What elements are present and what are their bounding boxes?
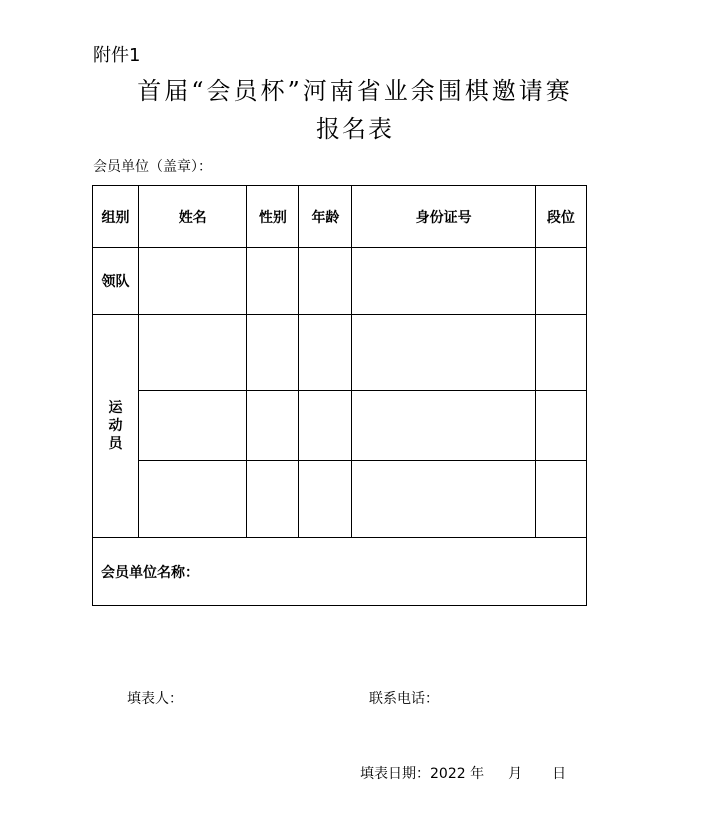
unit-name-row bbox=[93, 538, 587, 606]
registration-table bbox=[92, 185, 587, 606]
header-row bbox=[93, 186, 587, 248]
athlete-row-2 bbox=[93, 391, 587, 461]
athlete-3-gender-cell[interactable] bbox=[247, 461, 299, 538]
leader-id-cell[interactable] bbox=[352, 248, 535, 315]
unit-name-label[interactable]: 会员单位名称： bbox=[93, 538, 587, 606]
athlete-1-age-cell[interactable] bbox=[299, 315, 352, 391]
fill-date-day-unit: 日 bbox=[552, 766, 567, 782]
filler-label: 填表人： bbox=[127, 691, 183, 707]
athlete-2-rank-cell[interactable] bbox=[535, 391, 586, 461]
athlete-1-rank-cell[interactable] bbox=[535, 315, 586, 391]
header-name: 姓名 bbox=[139, 186, 247, 248]
leader-name-cell[interactable] bbox=[139, 248, 247, 315]
athlete-1-id-cell[interactable] bbox=[352, 315, 535, 391]
attachment-label: 附件1 bbox=[93, 45, 141, 66]
athlete-3-rank-cell[interactable] bbox=[535, 461, 586, 538]
fill-date-month-unit: 月 bbox=[508, 766, 523, 782]
athlete-label-cell bbox=[93, 315, 139, 538]
leader-rank-cell[interactable] bbox=[535, 248, 586, 315]
athlete-2-gender-cell[interactable] bbox=[247, 391, 299, 461]
form-title: 首届“会员杯”河南省业余围棋邀请赛 bbox=[137, 77, 573, 105]
header-rank: 段位 bbox=[535, 186, 586, 248]
fill-date-year: 2022 bbox=[430, 766, 466, 782]
leader-row bbox=[93, 248, 587, 315]
athlete-1-gender-cell[interactable] bbox=[247, 315, 299, 391]
leader-label: 领队 bbox=[93, 248, 139, 315]
form-subtitle: 报名表 bbox=[316, 115, 394, 143]
phone-label: 联系电话： bbox=[369, 691, 439, 707]
unit-stamp-label: 会员单位（盖章）： bbox=[93, 159, 212, 175]
fill-date-label: 填表日期： bbox=[360, 766, 430, 782]
fill-date-year-unit: 年 bbox=[470, 766, 485, 782]
header-age: 年龄 bbox=[299, 186, 352, 248]
athlete-3-name-cell[interactable] bbox=[139, 461, 247, 538]
leader-gender-cell[interactable] bbox=[247, 248, 299, 315]
header-id-number: 身份证号 bbox=[352, 186, 535, 248]
athlete-2-name-cell[interactable] bbox=[139, 391, 247, 461]
athlete-2-age-cell[interactable] bbox=[299, 391, 352, 461]
athlete-2-id-cell[interactable] bbox=[352, 391, 535, 461]
fill-date-line bbox=[360, 764, 566, 784]
athlete-row-3 bbox=[93, 461, 587, 538]
athlete-3-age-cell[interactable] bbox=[299, 461, 352, 538]
athlete-3-id-cell[interactable] bbox=[352, 461, 535, 538]
header-group: 组别 bbox=[93, 186, 139, 248]
athlete-row-1 bbox=[93, 315, 587, 391]
leader-age-cell[interactable] bbox=[299, 248, 352, 315]
athlete-1-name-cell[interactable] bbox=[139, 315, 247, 391]
athlete-label: 运动员 bbox=[108, 400, 123, 452]
header-gender: 性别 bbox=[247, 186, 299, 248]
